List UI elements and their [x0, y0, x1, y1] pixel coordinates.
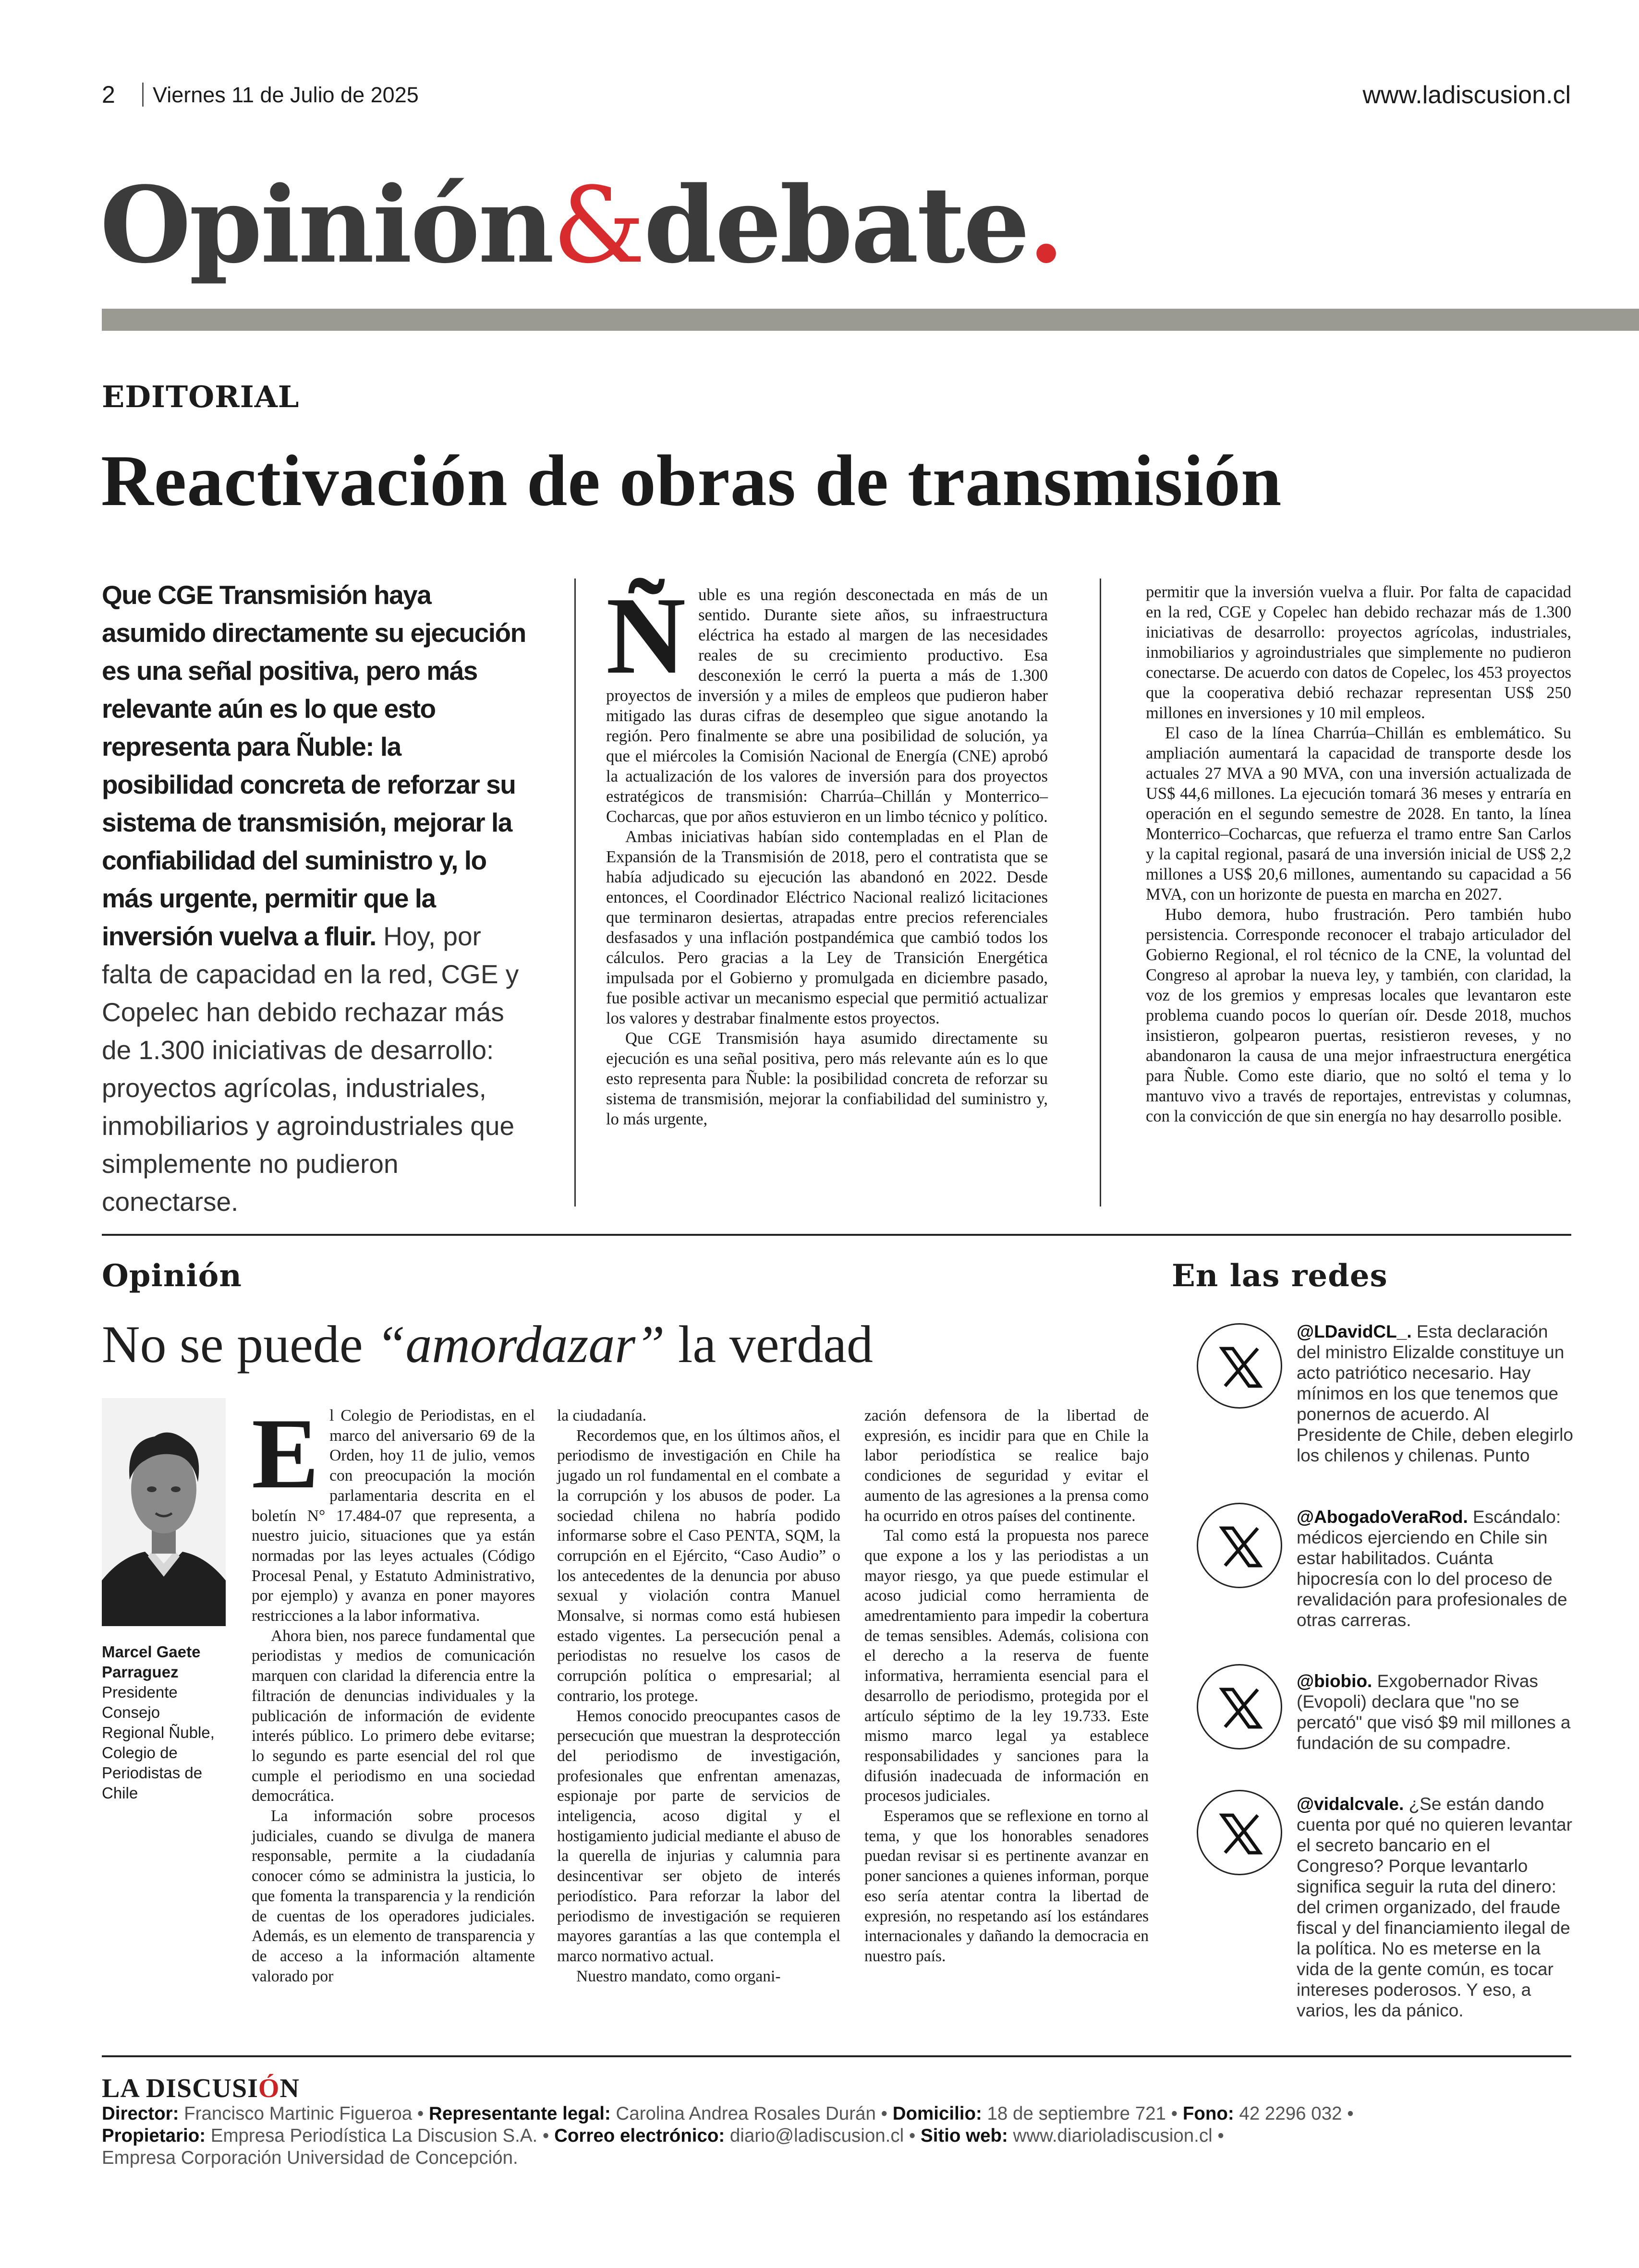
social-post: @AbogadoVeraRod. Escándalo: médicos ejerciendo en Chile sin estar habilitados. Cuánta hipocresía con lo del proceso de revalidación para profesionales de otras carreras. — [1297, 1507, 1567, 1630]
masthead-credits — [102, 2103, 1590, 2169]
paragraph: El Colegio de Periodistas, en el marco del aniversario 69 de la Orden, hoy 11 de julio, vemos con preocupación la moción parlamentaria descrita en el boletín N° 17.484-07 que representa, a nuestro juicio, situaciones que ya están normadas por las leyes actuales (Código Procesal Penal, y Estatuto Administrativo, por ejemplo) y avanza en poner mayores restricciones a la labor informativa. — [252, 1398, 535, 1625]
paragraph: Que CGE Transmisión haya asumido directamente su ejecución es una señal positiva, pero más relevante aún es lo que esto representa para Ñuble: la posibilidad concreta de reforzar su sistema de transmisión, mejorar la confiabilidad del suministro y, lo más urgente, — [606, 1029, 1048, 1128]
editorial-kicker: EDITORIAL — [102, 379, 300, 414]
editorial-column-2 — [606, 574, 1048, 1129]
paragraph: Esperamos que se reflexione en torno al tema, y que los honorables senadores puedan revisar si es pertinente avanzar en poner sanciones a quienes informan, porque eso sería atentar contra la libertad de expresión, no respetando así los estándares internacionales y dañando la democracia en nuestro país. — [864, 1807, 1149, 1965]
author-byline — [102, 1642, 227, 1803]
opinion-kicker: Opinión — [102, 1258, 242, 1294]
section-title-dot: . — [1028, 164, 1063, 287]
paragraph: Recordemos que, en los últimos años, el periodismo de investigación en Chile ha jugado un rol fundamental en el combate a la corrupción y los abusos de poder. La sociedad chilena no habría podido informarse sobre el Caso PENTA, SQM, la corrupción en el Ejército, “Caso Audio” o los antecedentes de la denuncia por abuso sexual y violación contra Manuel Monsalve, si normas como está hubiesen estado vigentes. La persecución penal a periodistas no resuelve los casos de corrupción política o empresarial; al contrario, los protege. — [557, 1426, 840, 1705]
opinion-column-1 — [252, 1398, 535, 1986]
credits-line-1: Director: Francisco Martinic Figueroa • Representante legal: Carolina Andrea Rosales Durán • Domicilio: 18 de septiembre 721 • Fono: 42 2296 032 • — [102, 2103, 1354, 2124]
paragraph: Nuestro mandato, como organi- — [576, 1967, 781, 1985]
header-separator — [142, 83, 144, 107]
author-name: Marcel Gaete Parraguez — [102, 1643, 201, 1681]
social-post: @vidalcvale. ¿Se están dando cuenta por qué no quieren levantar el secreto bancario en el Congreso? Porque levantarlo significa seguir la ruta del dinero: del crimen organizado, del fraude fiscal y del financiamiento ilegal de la política. No es meterse en la vida de la gente común, es tocar intereses poderosos. Y eso, a varios, les da pánico. — [1297, 1794, 1572, 2020]
x-logo-icon — [1197, 1323, 1282, 1409]
credits-line-2: Propietario: Empresa Periodística La Discusion S.A. • Correo electrónico: diario@ladiscusion.cl • Sitio web: www.diarioladiscusion.cl • — [102, 2125, 1224, 2146]
post-handle: @AbogadoVeraRod. — [1297, 1507, 1468, 1527]
x-logo-icon — [1197, 1503, 1282, 1588]
column-divider — [574, 579, 576, 1206]
paragraph: La información sobre procesos judiciales, cuando se divulga de manera responsable, permite a la ciudadanía conocer cómo se administra la justicia, lo que fomenta la transparencia y la rendición de cuentas de los operadores judiciales. Además, es un elemento de transparencia y de acceso a la información altamente valorado por — [252, 1807, 535, 1985]
email-link[interactable]: diario@ladiscusion.cl • — [725, 2125, 921, 2146]
drop-cap: E — [252, 1398, 319, 1509]
paragraph: zación defensora de la libertad de expresión, es incidir para que en Chile la labor periodística se realice bajo condiciones de seguridad y evitar el aumento de las agresiones a la prensa como ha ocurrido en otros países del continente. — [864, 1407, 1149, 1525]
paragraph: El caso de la línea Charrúa–Chillán es emblemático. Su ampliación aumentará la capacidad de transporte desde los actuales 27 MVA a 90 MVA, con una inversión actualizada de US$ 44,6 millones. La ejecución tomará 36 meses y entraría en operación en el segundo semestre de 2028. En tanto, la línea Monterrico–Cocharcas, que refuerza el tramo entre San Carlos y la capital regional, pasará de una inversión inicial de US$ 2,2 millones a US$ 20,6 millones, aumentando su capacidad a 56 MVA, con un horizonte de puesta en marcha en 2027. — [1146, 724, 1571, 904]
post-handle: @vidalcvale. — [1297, 1794, 1404, 1814]
editorial-headline: Reactivación de obras de transmisión — [101, 440, 1282, 521]
editorial-lead-light: Hoy, por falta de capacidad en la red, CGE y Copelec han debido rechazar más de 1.300 iniciativas de desarrollo: proyectos agrícolas, industriales, inmobiliarios y agroindustriales que simplemente no pudieron conectarse. — [102, 921, 519, 1217]
section-title-part2: debate — [643, 164, 1028, 287]
section-title-amp: & — [552, 165, 644, 287]
author-role: Presidente Consejo Regional Ñuble, Colegio de Periodistas de Chile — [102, 1683, 215, 1802]
credits-line-3: Empresa Corporación Universidad de Concepción. — [102, 2147, 518, 2168]
paragraph: Hubo demora, hubo frustración. Pero también hubo persistencia. Corresponde reconocer el trabajo articulador del Gobierno Regional, el rol técnico de la CNE, la voluntad del Congreso al aprobar la nueva ley, y también, con claridad, la voz de los gremios y empresas locales que levantaron este problema cuando pocos lo querían oír. Desde 2018, muchos insistieron, golpearon puertas, resistieron reveses, y no abandonaron la causa de una mejor infraestructura energética para Ñuble. Como este diario, que no soltó el tema y lo mantuvo vivo a través de reportajes, entrevistas y columnas, con la convicción de que sin energía no hay desarrollo posible. — [1146, 905, 1571, 1125]
paragraph: Ñuble es una región desconectada en más de un sentido. Durante siete años, su infraestructura eléctrica ha estado al margen de las necesidades reales de su crecimiento productivo. Esa desconexión le cerró la puerta a más de 1.300 proyectos de inversión y a miles de empleos que pudieron haber mitigado las duras cifras de desempleo que sigue anotando la región. Pero finalmente se abre una posibilidad de solución, ya que el miércoles la Comisión Nacional de Energía (CNE) aprobó la actualización de los valores de inversión para dos proyectos estratégicos de transmisión: Charrúa–Chillán y Monterrico–Cocharcas, que por años estuvieron en un limbo técnico y político. — [606, 574, 1048, 826]
section-title — [100, 164, 1063, 287]
paragraph: Ambas iniciativas habían sido contempladas en el Plan de Expansión de la Transmisión de 2018, pero el contratista que se había adjudicado su ejecución las abandonó en 2022. Desde entonces, el Coordinador Eléctrico Nacional realizó licitaciones que terminaron desiertas, atrapadas entre precios referenciales desfasados y una inflación postpandémica que cambió todos los cálculos. Pero gracias a la Ley de Transición Energética impulsada por el Gobierno y promulgada en diciembre pasado, fue posible activar un mecanismo especial que permitió actualizar los valores y destrabar finalmente estos proyectos. — [606, 828, 1048, 1027]
page-number: 2 — [102, 81, 115, 108]
opinion-column-2 — [557, 1406, 840, 1986]
paragraph: Ahora bien, nos parece fundamental que periodistas y medios de comunicación marquen con claridad la diferencia entre la filtración de denuncias individuales y la publicación de información de evidente interés público. Lo primero debe evitarse; lo segundo es parte esencial del rol que cumple el periodismo en una sociedad democrática. — [252, 1627, 535, 1805]
editorial-column-3 — [1146, 582, 1571, 1126]
opinion-headline: No se puede “amordazar” la verdad — [102, 1315, 874, 1374]
social-post: @biobio. Exgobernador Rivas (Evopoli) declara que "no se percató" que visó $9 mil millones a fundación de su compadre. — [1297, 1671, 1571, 1753]
section-title-part1: Opinión — [100, 164, 553, 287]
opinion-column-3 — [864, 1406, 1149, 1966]
author-photo — [102, 1398, 226, 1626]
post-handle: @LDavidCL_. — [1297, 1322, 1412, 1341]
paragraph: Tal como está la propuesta nos parece que expone a los y las periodistas a un mayor riesgo, ya que puede estimular el acoso judicial como herramienta de amedrentamiento para impedir la cobertura de temas sensibles. Además, colisiona con el derecho a la reserva de fuente informativa, herramienta esencial para el desarrollo de periodismo, protegida por el artículo séptimo de la ley 19.733. Este mismo marco legal ya establece responsabilidades y sanciones para la difusión inadecuada de información en procesos judiciales. — [864, 1527, 1149, 1805]
x-logo-icon — [1197, 1664, 1282, 1749]
website-url[interactable]: www.ladiscusion.cl — [1362, 81, 1571, 109]
masthead-logo: LA DISCUSIÓN — [102, 2074, 300, 2103]
post-handle: @biobio. — [1297, 1671, 1372, 1691]
footer-divider — [102, 2055, 1571, 2057]
section-bar — [102, 309, 1639, 331]
x-logo-icon — [1197, 1790, 1282, 1875]
section-divider — [102, 1234, 1571, 1236]
paragraph: la ciudadanía. — [557, 1407, 647, 1424]
drop-cap: Ñ — [606, 574, 686, 697]
web-link[interactable]: www.diarioladiscusion.cl • — [1008, 2125, 1224, 2146]
issue-date: Viernes 11 de Julio de 2025 — [153, 83, 419, 107]
redes-kicker: En las redes — [1172, 1258, 1388, 1294]
editorial-lead-bold: Que CGE Transmisión haya asumido directamente su ejecución es una señal positiva, pero más relevante aún es lo que esto representa para Ñuble: la posibilidad concreta de reforzar su sistema de transmisión, mejorar la confiabilidad del suministro y, lo más urgente, permitir que la inversión vuelva a fluir. — [102, 580, 526, 951]
paragraph: permitir que la inversión vuelva a fluir. Por falta de capacidad en la red, CGE y Copelec han debido rechazar más de 1.300 iniciativas de desarrollo: proyectos agrícolas, industriales, inmobiliarios y agroindustriales que simplemente no pudieron conectarse. De acuerdo con datos de Copelec, los 453 proyectos que la cooperativa debió rechazar representan US$ 250 millones en inversiones y 10 mil empleos. — [1146, 583, 1571, 722]
column-divider — [1100, 579, 1101, 1206]
paragraph: Hemos conocido preocupantes casos de persecución que muestran la desprotección del periodismo de investigación, profesionales que enfrentan amenazas, espionaje por parte de servicios de inteligencia, acoso digital y el hostigamiento judicial mediante el abuso de la querella de injurias y calumnia para desincentivar ser objeto de interés periodístico. Para reforzar la labor del periodismo de investigación se requieren mayores garantías a las que contempla el marco normativo actual. — [557, 1707, 840, 1965]
social-post: @LDavidCL_. Esta declaración del ministro Elizalde constituye un acto patriótico necesario. Hay mínimos en los que tenemos que ponernos de acuerdo. Al Presidente de Chile, deben elegirlo los chilenos y chilenas. Punto — [1297, 1322, 1573, 1465]
editorial-lead — [102, 576, 529, 1221]
